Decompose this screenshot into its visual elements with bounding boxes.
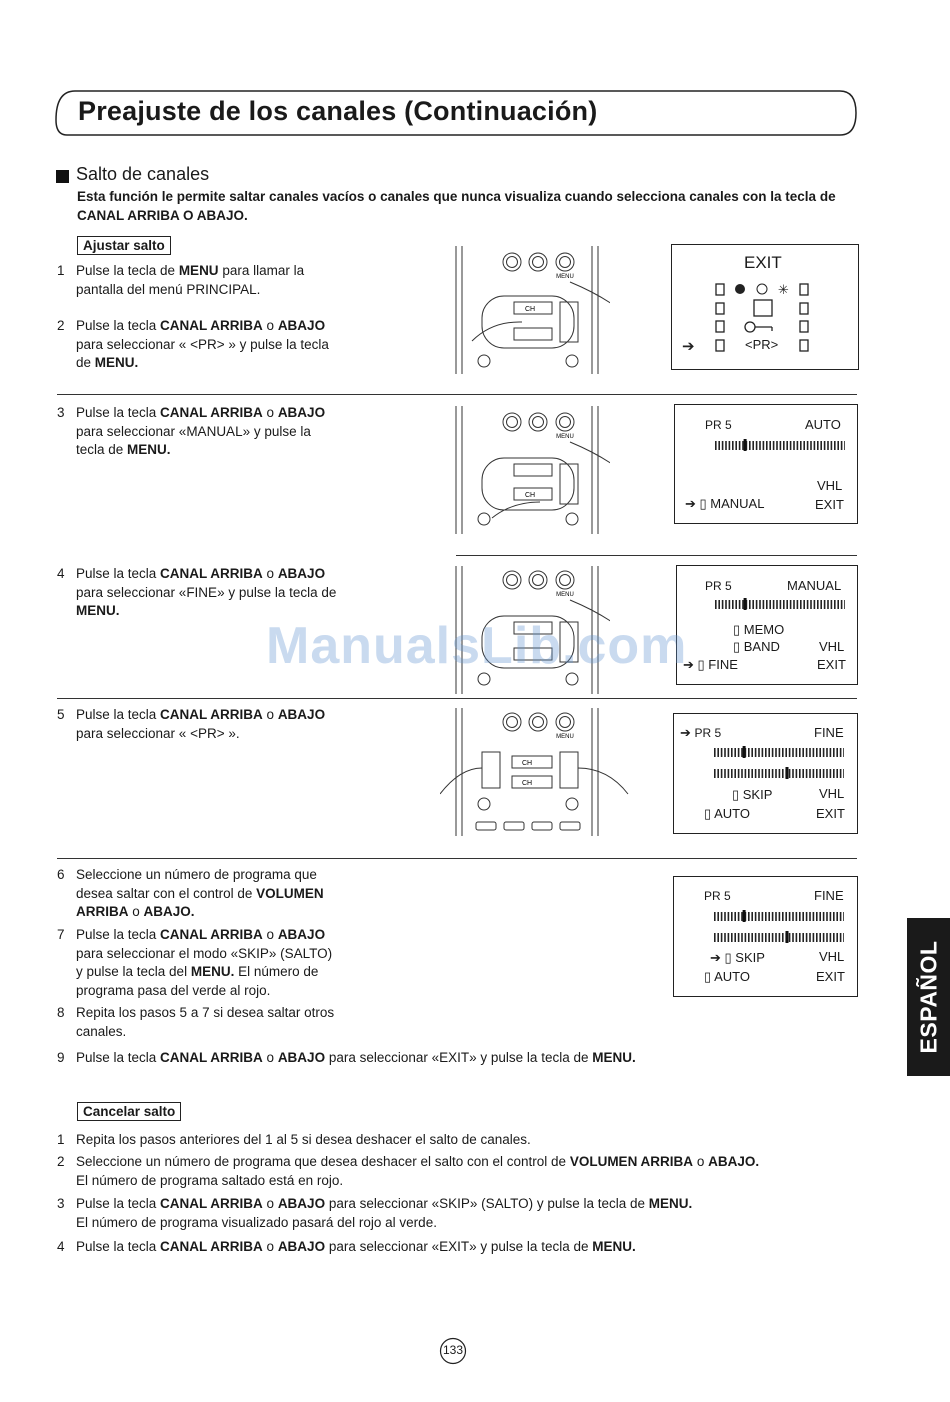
screen-exit: EXIT (816, 969, 845, 984)
language-tab-label: ESPAÑOL (915, 940, 941, 1054)
screen-exit-label: EXIT (744, 253, 782, 272)
svg-text:CH: CH (525, 306, 536, 313)
screen-cursor-row: ➔ ▯ FINE (683, 657, 738, 672)
svg-text:✳: ✳ (778, 283, 789, 298)
screen-vhl: VHL (819, 949, 845, 964)
divider (57, 394, 857, 395)
screen-mode: FINE (814, 888, 844, 903)
tuning-bar (715, 597, 845, 609)
screen-pr: PR 5 (705, 579, 732, 593)
tv-screen-manual (676, 565, 858, 685)
screen-pr-label: <PR> (745, 337, 779, 352)
screen-exit: EXIT (817, 657, 846, 672)
screen-mode: FINE (814, 725, 844, 740)
screen-pr: PR 5 (705, 418, 732, 432)
screen-mode: AUTO (805, 417, 841, 432)
remote-illustration (452, 246, 610, 374)
cancelar-salto-label: Cancelar salto (77, 1102, 181, 1121)
svg-text:CH: CH (525, 492, 536, 499)
screen-exit: EXIT (815, 497, 844, 512)
screen-auto-row: ▯ AUTO (704, 969, 750, 984)
screen-mode: MANUAL (787, 578, 842, 593)
remote-illustration (440, 708, 630, 836)
screen-skip-row: ▯ SKIP (732, 787, 773, 802)
divider (57, 698, 857, 699)
svg-text:MENU: MENU (556, 274, 574, 280)
screen-cursor-row: ➔ ▯ SKIP (710, 950, 765, 965)
svg-text:MENU: MENU (556, 434, 574, 440)
tuning-bar (714, 909, 844, 921)
watermark: ManualsLib.com (266, 617, 688, 675)
screen-cursor-row: ➔ ▯ MANUAL (685, 496, 765, 511)
section-title: Salto de canales (76, 164, 210, 184)
svg-text:CH: CH (522, 760, 533, 767)
screen-vhl: VHL (817, 478, 843, 493)
tuning-bar-fine (714, 766, 844, 778)
screen-vhl: VHL (819, 639, 845, 654)
tv-screen-main-menu (671, 244, 859, 370)
section-bullet-icon (56, 170, 69, 183)
tuning-bar-fine (714, 930, 844, 942)
svg-text:➔: ➔ (682, 337, 695, 355)
screen-auto-row: ▯ AUTO (704, 806, 750, 821)
divider (456, 555, 857, 556)
ajustar-salto-label: Ajustar salto (77, 236, 171, 255)
tuning-bar (714, 745, 844, 757)
screen-band-row: ▯ BAND (733, 639, 780, 654)
tv-screen-fine (673, 713, 858, 834)
remote-illustration (452, 406, 610, 534)
screen-pr-row: ➔ PR 5 (680, 725, 722, 740)
page-number: 133 (442, 1343, 464, 1357)
screen-pr: PR 5 (704, 889, 731, 903)
tuning-bar (715, 438, 845, 450)
section-intro: Esta función le permite saltar canales vacíos o canales que nunca visualiza cuando selecciona canales con la tecla de CANAL ARRIBA O ABAJO. (77, 189, 836, 223)
svg-text:CH: CH (522, 780, 533, 787)
svg-text:MENU: MENU (556, 592, 574, 598)
tv-screen-auto (674, 404, 858, 524)
screen-exit: EXIT (816, 806, 845, 821)
tv-screen-skip (673, 876, 858, 997)
divider (57, 858, 857, 859)
screen-vhl: VHL (819, 786, 845, 801)
page-title: Preajuste de los canales (Continuación) (78, 96, 598, 126)
screen-memo-row: ▯ MEMO (733, 622, 785, 637)
svg-text:MENU: MENU (556, 734, 574, 740)
language-tab (907, 918, 950, 1076)
